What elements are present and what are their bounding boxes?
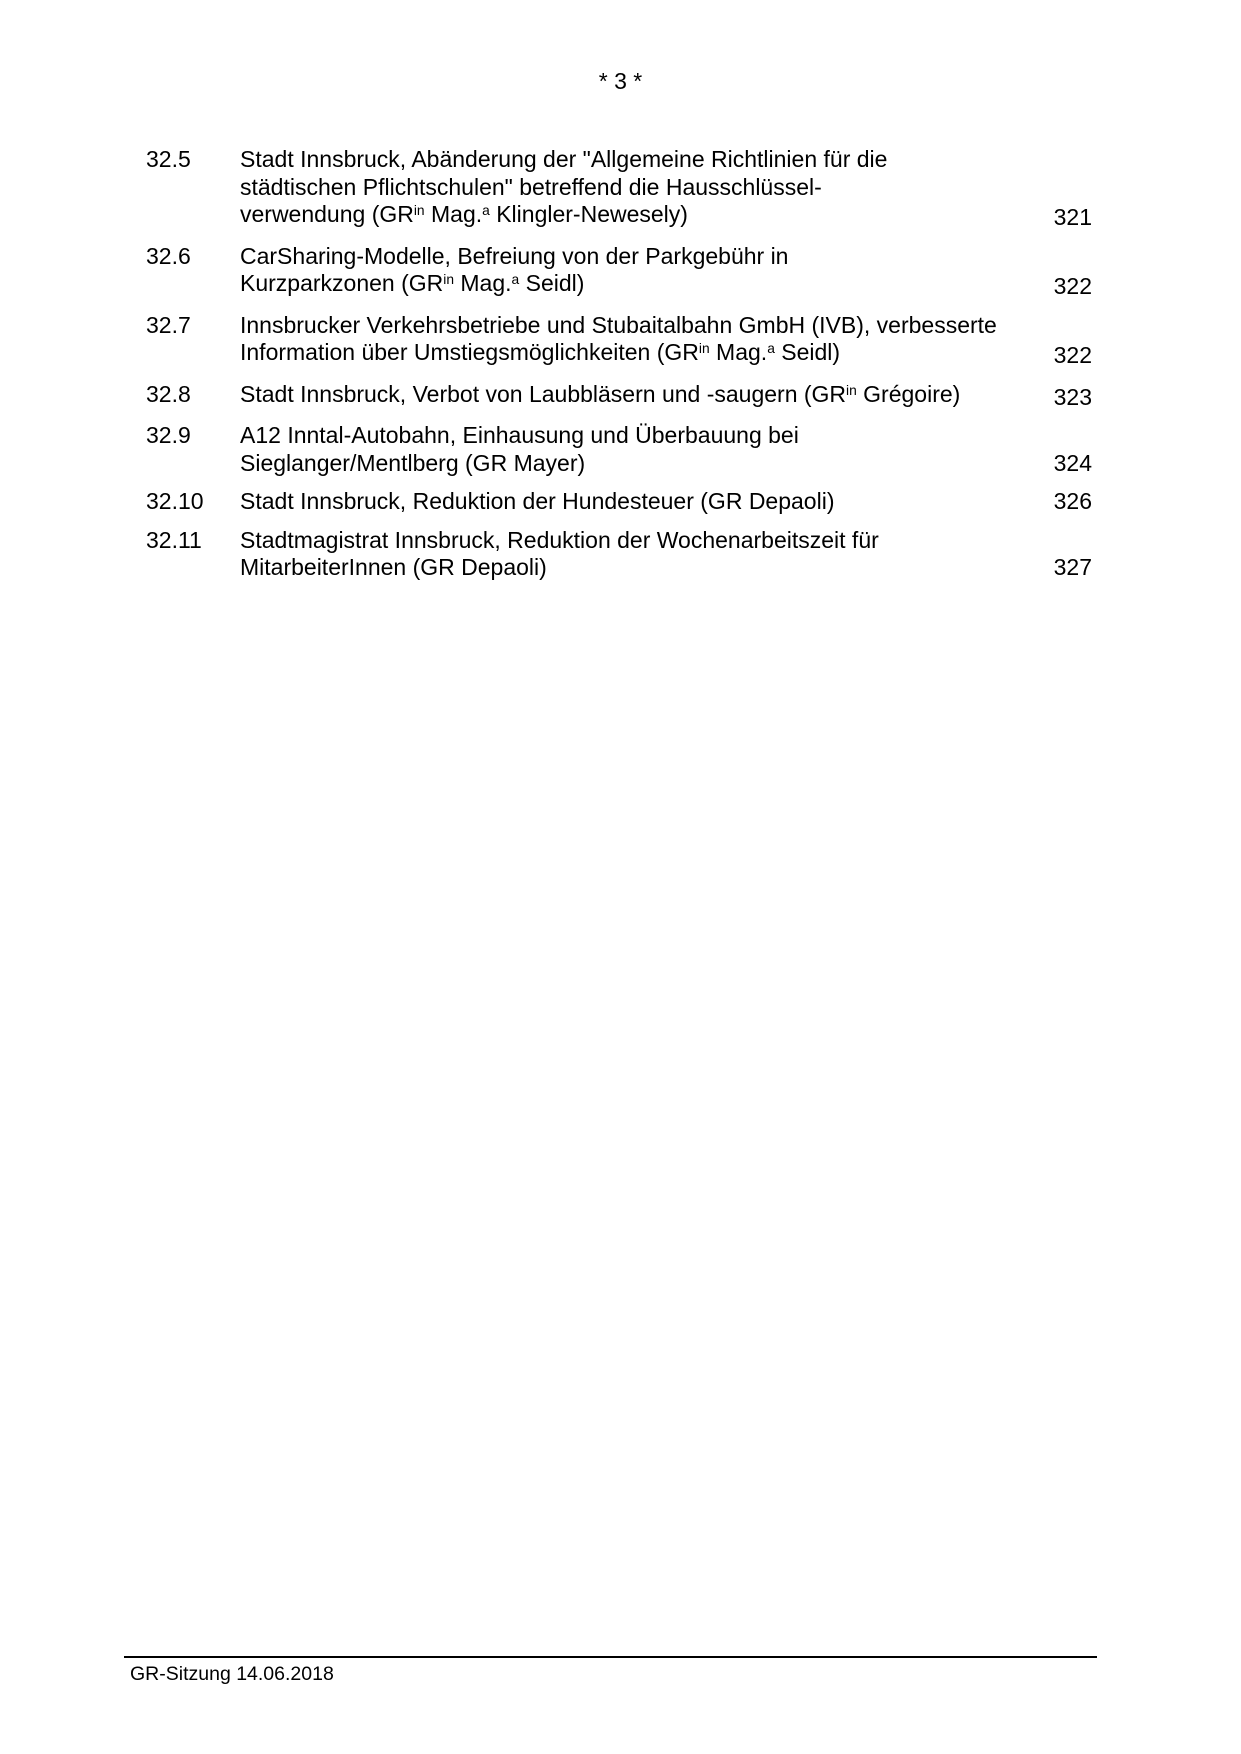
entry-number: 32.8	[146, 380, 191, 407]
entry-title	[240, 312, 1032, 370]
entry-line: Stadtmagistrat Innsbruck, Reduktion der Wochenarbeitszeit für	[240, 526, 879, 553]
entry-line: verwendung ($GR^{in}$ Mag.$^a$ Klingler-Newesely)	[240, 201, 688, 227]
entry-line: Kurzparkzonen ($GR^{in}$ Mag.$^a$ Seidl)	[240, 270, 585, 296]
entry-line: CarSharing-Modelle, Befreiung von der Parkgebühr in	[240, 242, 789, 269]
entry-page-number: 326	[1053, 488, 1092, 514]
entry-line: MitarbeiterInnen (GR Depaoli)	[240, 554, 547, 580]
entry-title	[240, 422, 1032, 477]
entry-page-number: 322	[1053, 342, 1092, 368]
entry-line: Stadt Innsbruck, Reduktion der Hundesteuer (GR Depaoli)	[240, 488, 835, 514]
entry-number: 32.7	[146, 311, 191, 338]
toc-entry	[146, 312, 1092, 370]
footer-text: GR-Sitzung 14.06.2018	[130, 1663, 334, 1685]
entry-number: 32.11	[146, 526, 202, 553]
entry-number: 32.9	[146, 422, 191, 448]
entry-title	[240, 488, 1032, 516]
entry-page-number: 324	[1053, 449, 1092, 476]
table-of-contents	[146, 146, 1092, 593]
toc-entry	[146, 381, 1092, 412]
toc-entry	[146, 488, 1092, 516]
entry-number: 32.5	[146, 146, 191, 172]
page-number-header: * 3 *	[598, 68, 643, 94]
toc-entry	[146, 527, 1092, 582]
entry-line: Innsbrucker Verkehrsbetriebe und Stubaitalbahn GmbH (IVB), verbesserte	[240, 311, 997, 338]
entry-line: A12 Inntal-Autobahn, Einhausung und Überbauung bei	[240, 422, 799, 448]
toc-entry	[146, 146, 1092, 232]
entry-title	[240, 527, 1032, 582]
entry-line: städtischen Pflichtschulen" betreffend die Hausschlüssel-	[240, 173, 822, 200]
toc-entry	[146, 422, 1092, 477]
entry-number: 32.6	[146, 242, 191, 269]
entry-title	[240, 243, 1032, 301]
entry-number: 32.10	[146, 488, 204, 514]
entry-page-number: 321	[1053, 204, 1092, 230]
entry-page-number: 327	[1053, 554, 1092, 580]
entry-title	[240, 381, 1032, 412]
entry-page-number: 322	[1053, 273, 1092, 299]
entry-page-number: 323	[1053, 383, 1092, 410]
footer-divider	[124, 1656, 1097, 1658]
entry-line: Stadt Innsbruck, Abänderung der "Allgemeine Richtlinien für die	[240, 146, 888, 172]
entry-line: Information über Umstiegsmöglichkeiten ($GR^{in}$ Mag.$^a$ Seidl)	[240, 339, 841, 365]
entry-title	[240, 146, 1032, 232]
entry-line: Stadt Innsbruck, Verbot von Laubbläsern und -saugern ($GR^{in}$ Grégoire)	[240, 380, 961, 407]
toc-entry	[146, 243, 1092, 301]
entry-line: Sieglanger/Mentlberg (GR Mayer)	[240, 449, 586, 476]
